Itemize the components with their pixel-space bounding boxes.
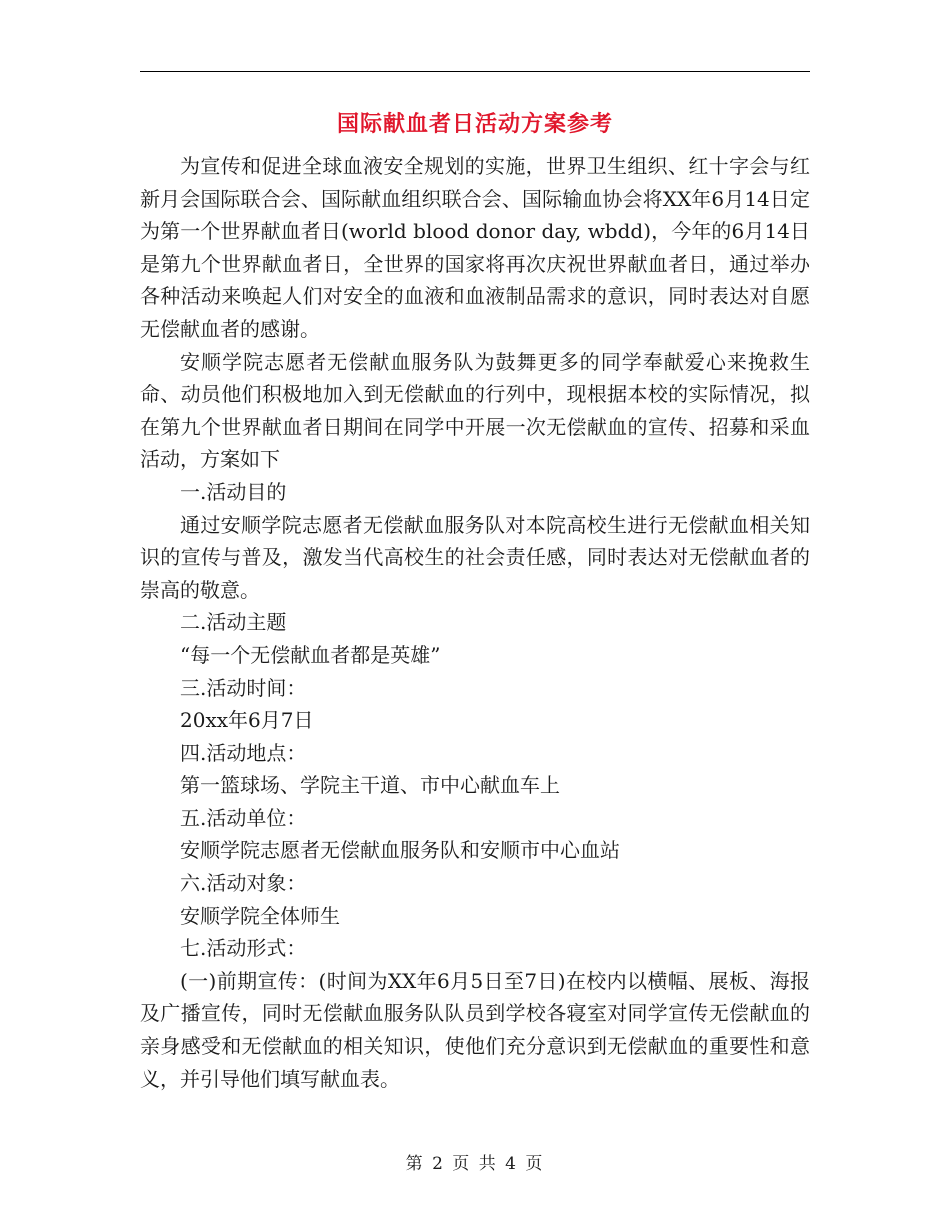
intro-paragraph: 为宣传和促进全球血液安全规划的实施，世界卫生组织、红十字会与红新月会国际联合会、国际献血组织联合会、国际输血协会将XX年6月14日定为第一个世界献血者日(world blood donor day, wbdd)，今年的6月14日是第九个世界献血者日，全世界的国家将再次庆祝世界献血者日，通过举办各种活动来唤起人们对安全的血液和血液制品需求的意识，同时表达对自愿无偿献血者的感谢。	[140, 154, 810, 341]
section-heading-time: 三.活动时间：	[180, 675, 307, 700]
theme-text: “每一个无偿献血者都是英雄”	[180, 642, 441, 667]
purpose-paragraph: 安顺学院志愿者无偿献血服务队为鼓舞更多的同学奉献爱心来挽救生命、动员他们积极地加入到无偿献血的行列中，现根据本校的实际情况，拟在第九个世界献血者日期间在同学中开展一次无偿献血的宣传、招募和采血活动，方案如下	[140, 349, 810, 472]
goal-paragraph: 通过安顺学院志愿者无偿献血服务队对本院高校生进行无偿献血相关知识的宣传与普及，激发当代高校生的社会责任感，同时表达对无偿献血者的崇高的敬意。	[140, 512, 810, 602]
audience-text: 安顺学院全体师生	[180, 903, 340, 928]
section-heading-location: 四.活动地点：	[180, 740, 307, 765]
header-rule	[140, 71, 810, 72]
section-heading-goal: 一.活动目的	[180, 479, 287, 504]
location-text: 第一篮球场、学院主干道、市中心献血车上	[180, 773, 560, 798]
section-heading-format: 七.活动形式：	[180, 936, 307, 961]
section-heading-theme: 二.活动主题	[180, 610, 287, 635]
organizer-text: 安顺学院志愿者无偿献血服务队和安顺市中心血站	[180, 838, 620, 863]
format-paragraph: (一)前期宣传：(时间为XX年6月5日至7日)在校内以横幅、展板、海报及广播宣传，同时无偿献血服务队队员到学校各寝室对同学宣传无偿献血的亲身感受和无偿献血的相关知识，使他们充分意识到无偿献血的重要性和意义，并引导他们填写献血表。	[140, 968, 810, 1091]
page-number: 第 2 页 共 4 页	[405, 1154, 545, 1174]
document-title: 国际献血者日活动方案参考	[336, 111, 613, 137]
time-text: 20xx年6月7日	[180, 708, 314, 733]
section-heading-organizer: 五.活动单位：	[180, 805, 307, 830]
section-heading-audience: 六.活动对象：	[180, 871, 307, 896]
document-body	[140, 150, 810, 1095]
